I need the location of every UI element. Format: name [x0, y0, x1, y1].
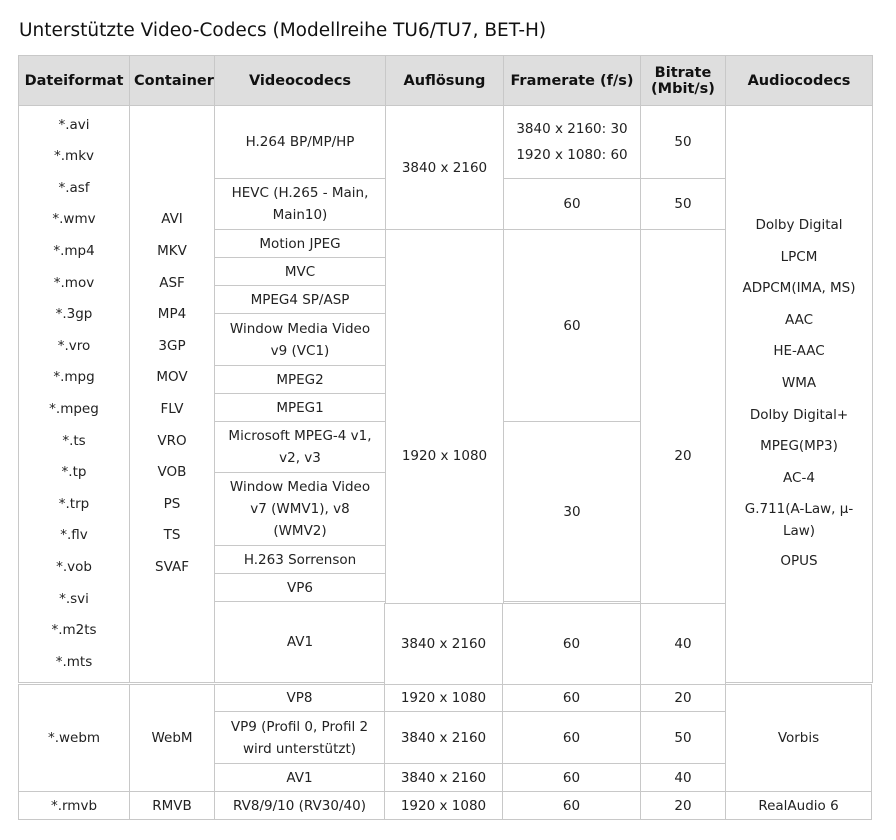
header-videocodecs: Videocodecs: [215, 56, 386, 106]
webm-res-cell: 3840 x 2160: [384, 763, 503, 792]
videocodec-cell: MPEG4 SP/ASP: [215, 286, 386, 314]
header-framerate: Framerate (f/s): [504, 56, 641, 106]
rmvb-format-cell: *.rmvb: [18, 791, 130, 820]
format-item: *.flv: [60, 527, 88, 544]
rmvb-audio-cell: RealAudio 6: [725, 791, 872, 820]
webm-audio-cell: Vorbis: [725, 684, 872, 792]
format-item: *.m2ts: [51, 622, 97, 639]
audio-item: AAC: [784, 311, 814, 328]
webm-br-cell: 40: [640, 763, 726, 792]
webm-container-cell: WebM: [129, 684, 215, 792]
audio-item: MPEG(MP3): [760, 438, 838, 455]
format-item: *.mpeg: [49, 401, 99, 417]
format-item: *.trp: [58, 495, 90, 512]
format-item: *.tp: [61, 464, 87, 481]
container-item: SVAF: [155, 558, 189, 575]
header-format: Dateiformat: [19, 56, 130, 106]
container-item: PS: [163, 495, 181, 512]
audio-item: OPUS: [780, 553, 818, 570]
videocodec-cell: MPEG1: [215, 394, 386, 422]
format-item: *.vob: [56, 558, 92, 575]
resolution-cell: 1920 x 1080: [386, 230, 504, 683]
container-list-cell: [130, 106, 215, 683]
header-container: Container: [130, 56, 215, 106]
format-item: *.vro: [57, 337, 91, 354]
container-item: VOB: [157, 464, 187, 481]
format-item: *.mpg: [53, 369, 95, 386]
videocodec-cell: H.264 BP/MP/HP: [215, 106, 386, 179]
header-bitrate-line1: Bitrate: [654, 64, 712, 81]
rmvb-fr-cell: 60: [502, 791, 641, 820]
webm-format-cell: *.webm: [18, 684, 130, 792]
framerate-cell: 60: [504, 230, 641, 422]
av1-resolution-cell: 3840 x 2160: [384, 603, 503, 685]
audio-item: HE-AAC: [773, 343, 825, 360]
container-item: ASF: [159, 274, 185, 291]
webm-br-cell: 50: [640, 711, 726, 764]
container-item: MKV: [157, 243, 187, 260]
codec-table: [18, 55, 873, 683]
header-bitrate-line2: (Mbit/s): [651, 80, 715, 97]
format-list-cell: [19, 106, 130, 683]
rmvb-res-cell: 1920 x 1080: [384, 791, 503, 820]
framerate-cell: 60: [504, 179, 641, 230]
container-item: AVI: [161, 211, 183, 228]
rmvb-codec-cell: RV8/9/10 (RV30/40): [214, 791, 385, 820]
bitrate-cell: 20: [641, 230, 726, 683]
videocodec-cell: HEVC (H.265 - Main, Main10): [215, 179, 386, 230]
format-item: *.mts: [55, 653, 93, 670]
framerate-stack: [508, 116, 636, 168]
format-item: *.3gp: [55, 306, 93, 323]
bitrate-cell: 50: [641, 106, 726, 179]
webm-br-cell: 20: [640, 684, 726, 712]
av1-bitrate-cell: 40: [640, 603, 726, 685]
container-item: VRO: [157, 432, 187, 449]
framerate-cell: [504, 106, 641, 179]
av1-framerate-cell: 60: [502, 603, 641, 685]
format-item: *.mkv: [54, 148, 94, 165]
audio-item: WMA: [781, 375, 817, 391]
webm-codec-cell: VP9 (Profil 0, Profil 2 wird unterstützt): [214, 711, 385, 764]
container-list: [134, 204, 210, 583]
rmvb-container-cell: RMVB: [129, 791, 215, 820]
format-item: *.asf: [58, 179, 90, 196]
header-bitrate: [641, 56, 726, 106]
videocodec-cell: Microsoft MPEG-4 v1, v2, v3: [215, 422, 386, 473]
bitrate-cell: 50: [641, 179, 726, 230]
webm-res-cell: 3840 x 2160: [384, 711, 503, 764]
webm-codec-cell: AV1: [214, 763, 385, 792]
header-row: [19, 56, 873, 106]
audio-item: Dolby Digital+: [749, 406, 849, 423]
header-resolution: Auflösung: [386, 56, 504, 106]
videocodec-cell: H.263 Sorrenson: [215, 546, 386, 574]
format-item: *.svi: [59, 590, 89, 607]
header-audiocodecs: Audiocodecs: [726, 56, 873, 106]
framerate-fhd: 1920 x 1080: 60: [516, 147, 628, 163]
webm-res-cell: 1920 x 1080: [384, 684, 503, 712]
webm-fr-cell: 60: [502, 763, 641, 792]
container-item: 3GP: [158, 337, 186, 354]
audio-item: Dolby Digital: [755, 217, 843, 234]
videocodec-cell: Window Media Video v7 (WMV1), v8 (WMV2): [215, 473, 386, 546]
audio-item: AC-4: [783, 469, 815, 486]
format-item: *.ts: [62, 432, 86, 449]
format-item: *.mov: [53, 274, 95, 291]
framerate-cell: 30: [504, 422, 641, 602]
videocodec-cell: MVC: [215, 258, 386, 286]
container-item: TS: [163, 527, 181, 544]
webm-codec-cell: VP8: [214, 684, 385, 712]
audio-list-cell: [726, 106, 873, 683]
videocodec-cell: Window Media Video v9 (VC1): [215, 314, 386, 366]
webm-fr-cell: 60: [502, 684, 641, 712]
page-title: Unterstützte Video-Codecs (Modellreihe TU6/TU7, BET-H): [19, 20, 547, 41]
container-item: MP4: [157, 306, 187, 323]
audio-item: G.711(A-Law, μ- Law): [744, 501, 854, 540]
container-item: FLV: [160, 401, 184, 417]
table-row: [19, 106, 873, 179]
audio-list: [730, 210, 868, 578]
videocodec-cell: Motion JPEG: [215, 230, 386, 258]
rmvb-br-cell: 20: [640, 791, 726, 820]
framerate-4k: 3840 x 2160: 30: [516, 121, 628, 137]
webm-fr-cell: 60: [502, 711, 641, 764]
audio-item: ADPCM(IMA, MS): [742, 280, 856, 297]
container-item: MOV: [156, 369, 188, 386]
format-item: *.wmv: [52, 211, 96, 228]
resolution-cell: 3840 x 2160: [386, 106, 504, 230]
videocodec-cell: MPEG2: [215, 366, 386, 394]
format-item: *.avi: [58, 116, 90, 133]
format-item: *.mp4: [53, 243, 95, 260]
videocodec-cell: VP6: [215, 574, 386, 602]
videocodec-cell: AV1: [215, 602, 386, 683]
format-list: [23, 110, 125, 679]
audio-item: LPCM: [780, 248, 818, 265]
